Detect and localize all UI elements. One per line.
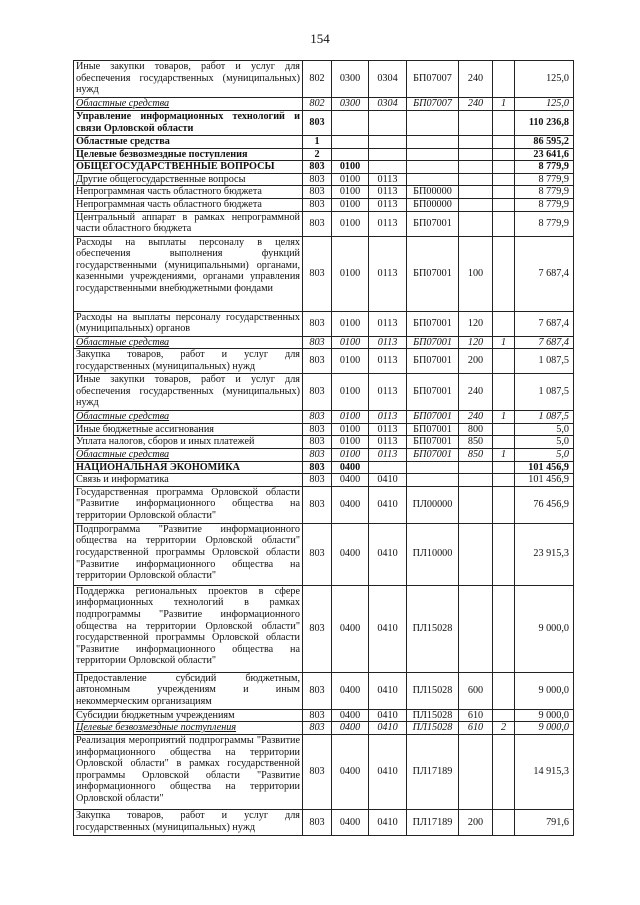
row-section-code: 0400 <box>332 809 369 835</box>
row-funding-source <box>493 709 515 722</box>
row-expense-type <box>459 523 493 585</box>
row-amount: 14 915,3 <box>515 734 574 809</box>
row-subsection-code: 0410 <box>369 585 407 672</box>
row-expense-type <box>459 734 493 809</box>
row-section-code: 0100 <box>332 311 369 336</box>
table-row <box>74 198 574 211</box>
row-amount: 7 687,4 <box>515 236 574 311</box>
row-amount: 1 087,5 <box>515 374 574 411</box>
row-expense-type: 100 <box>459 236 493 311</box>
row-funding-source <box>493 236 515 311</box>
row-amount: 8 779,9 <box>515 186 574 199</box>
row-funding-source <box>493 111 515 136</box>
row-subsection-code <box>369 111 407 136</box>
row-admin-code: 803 <box>303 349 332 374</box>
row-section-code: 0100 <box>332 186 369 199</box>
row-funding-source <box>493 672 515 709</box>
row-expense-type <box>459 461 493 474</box>
row-admin-code: 803 <box>303 461 332 474</box>
row-expense-type: 200 <box>459 349 493 374</box>
row-subsection-code <box>369 148 407 161</box>
row-admin-code: 803 <box>303 374 332 411</box>
row-subsection-code: 0113 <box>369 173 407 186</box>
row-expense-type <box>459 585 493 672</box>
row-expense-type: 200 <box>459 809 493 835</box>
row-name: Целевые безвозмездные поступления <box>74 722 303 735</box>
row-target-article: БП07001 <box>407 423 459 436</box>
row-target-article: БП07001 <box>407 336 459 349</box>
row-amount: 23 641,6 <box>515 148 574 161</box>
row-section-code <box>332 111 369 136</box>
row-subsection-code: 0410 <box>369 722 407 735</box>
row-amount: 8 779,9 <box>515 211 574 236</box>
row-expense-type: 610 <box>459 722 493 735</box>
row-subsection-code: 0410 <box>369 672 407 709</box>
row-admin-code: 803 <box>303 173 332 186</box>
row-subsection-code: 0113 <box>369 423 407 436</box>
table-row <box>74 173 574 186</box>
row-expense-type: 850 <box>459 436 493 449</box>
row-admin-code: 803 <box>303 585 332 672</box>
row-admin-code: 803 <box>303 486 332 523</box>
row-subsection-code: 0113 <box>369 436 407 449</box>
row-section-code: 0100 <box>332 448 369 461</box>
row-name: Непрограммная часть областного бюджета <box>74 186 303 199</box>
row-target-article: БП07001 <box>407 211 459 236</box>
row-admin-code: 803 <box>303 448 332 461</box>
row-section-code: 0300 <box>332 98 369 111</box>
row-section-code: 0400 <box>332 523 369 585</box>
row-funding-source <box>493 311 515 336</box>
row-funding-source: 1 <box>493 98 515 111</box>
row-name: Целевые безвозмездные поступления <box>74 148 303 161</box>
table-row <box>74 436 574 449</box>
row-admin-code: 803 <box>303 336 332 349</box>
row-name: Закупка товаров, работ и услуг для государственных (муниципальных) нужд <box>74 809 303 835</box>
table-row <box>74 374 574 411</box>
row-admin-code: 803 <box>303 722 332 735</box>
row-target-article: ПЛ15028 <box>407 722 459 735</box>
row-funding-source <box>493 423 515 436</box>
row-target-article: ПЛ17189 <box>407 809 459 835</box>
row-section-code: 0400 <box>332 672 369 709</box>
row-target-article <box>407 136 459 149</box>
row-subsection-code: 0113 <box>369 349 407 374</box>
row-section-code: 0100 <box>332 198 369 211</box>
row-name: Связь и информатика <box>74 474 303 487</box>
table-row <box>74 722 574 735</box>
row-funding-source <box>493 436 515 449</box>
row-admin-code: 802 <box>303 61 332 98</box>
row-funding-source <box>493 374 515 411</box>
row-target-article: ПЛ00000 <box>407 486 459 523</box>
row-funding-source <box>493 734 515 809</box>
row-section-code: 0100 <box>332 336 369 349</box>
row-target-article: БП07007 <box>407 98 459 111</box>
table-row <box>74 186 574 199</box>
row-name: Поддержка региональных проектов в сфере информационных технологий в рамках подпрограммы "Развитие информационного общества на территории Орловской области" государственной программы Орловской области "Развитие информационного общества на территории Орловской области" <box>74 585 303 672</box>
table-row <box>74 411 574 424</box>
row-target-article: БП07001 <box>407 448 459 461</box>
table-row <box>74 136 574 149</box>
row-target-article: ПЛ17189 <box>407 734 459 809</box>
row-name: ОБЩЕГОСУДАРСТВЕННЫЕ ВОПРОСЫ <box>74 161 303 174</box>
row-expense-type <box>459 198 493 211</box>
row-section-code: 0100 <box>332 423 369 436</box>
row-section-code: 0100 <box>332 411 369 424</box>
row-expense-type <box>459 186 493 199</box>
table-row <box>74 672 574 709</box>
row-subsection-code: 0113 <box>369 198 407 211</box>
row-amount: 101 456,9 <box>515 474 574 487</box>
row-admin-code: 803 <box>303 186 332 199</box>
row-admin-code: 803 <box>303 411 332 424</box>
row-subsection-code: 0410 <box>369 523 407 585</box>
row-funding-source <box>493 523 515 585</box>
row-section-code: 0100 <box>332 173 369 186</box>
row-section-code: 0400 <box>332 585 369 672</box>
row-target-article: БП07001 <box>407 236 459 311</box>
row-amount: 9 000,0 <box>515 585 574 672</box>
row-admin-code: 803 <box>303 423 332 436</box>
row-expense-type <box>459 474 493 487</box>
row-name: Государственная программа Орловской области "Развитие информационного общества на территории Орловской области" <box>74 486 303 523</box>
row-funding-source <box>493 198 515 211</box>
row-subsection-code: 0410 <box>369 709 407 722</box>
table-row <box>74 585 574 672</box>
row-admin-code: 803 <box>303 672 332 709</box>
row-amount: 125,0 <box>515 61 574 98</box>
table-row <box>74 523 574 585</box>
row-funding-source <box>493 486 515 523</box>
row-subsection-code: 0113 <box>369 448 407 461</box>
row-funding-source: 1 <box>493 336 515 349</box>
row-funding-source <box>493 211 515 236</box>
row-admin-code: 2 <box>303 148 332 161</box>
table-row <box>74 148 574 161</box>
row-subsection-code: 0113 <box>369 236 407 311</box>
row-admin-code: 802 <box>303 98 332 111</box>
row-admin-code: 803 <box>303 474 332 487</box>
row-amount: 1 087,5 <box>515 349 574 374</box>
row-expense-type <box>459 486 493 523</box>
table-row <box>74 809 574 835</box>
row-target-article <box>407 173 459 186</box>
row-section-code: 0100 <box>332 374 369 411</box>
row-expense-type <box>459 161 493 174</box>
row-section-code: 0100 <box>332 161 369 174</box>
row-expense-type: 800 <box>459 423 493 436</box>
row-expense-type <box>459 173 493 186</box>
row-name: Закупка товаров, работ и услуг для государственных (муниципальных) нужд <box>74 349 303 374</box>
table-row <box>74 336 574 349</box>
row-funding-source <box>493 585 515 672</box>
row-name: Управление информационных технологий и связи Орловской области <box>74 111 303 136</box>
row-expense-type <box>459 136 493 149</box>
row-target-article: ПЛ15028 <box>407 672 459 709</box>
row-amount: 125,0 <box>515 98 574 111</box>
row-funding-source <box>493 161 515 174</box>
row-amount: 8 779,9 <box>515 173 574 186</box>
row-admin-code: 803 <box>303 523 332 585</box>
table-row <box>74 734 574 809</box>
row-name: Иные закупки товаров, работ и услуг для обеспечения государственных (муниципальных) нужд <box>74 374 303 411</box>
row-target-article <box>407 111 459 136</box>
row-funding-source <box>493 349 515 374</box>
row-subsection-code: 0113 <box>369 186 407 199</box>
row-subsection-code <box>369 161 407 174</box>
row-name: Расходы на выплаты персоналу государственных (муниципальных) органов <box>74 311 303 336</box>
row-admin-code: 803 <box>303 311 332 336</box>
row-subsection-code: 0304 <box>369 98 407 111</box>
row-target-article <box>407 474 459 487</box>
row-section-code: 0100 <box>332 236 369 311</box>
row-funding-source <box>493 173 515 186</box>
row-amount: 1 087,5 <box>515 411 574 424</box>
row-target-article <box>407 461 459 474</box>
row-funding-source <box>493 148 515 161</box>
row-funding-source <box>493 474 515 487</box>
budget-table <box>73 60 574 836</box>
row-expense-type: 240 <box>459 411 493 424</box>
table-row <box>74 461 574 474</box>
row-name: Иные закупки товаров, работ и услуг для обеспечения государственных (муниципальных) нужд <box>74 61 303 98</box>
row-name: Субсидии бюджетным учреждениям <box>74 709 303 722</box>
row-funding-source <box>493 186 515 199</box>
row-admin-code: 803 <box>303 436 332 449</box>
row-target-article: БП00000 <box>407 198 459 211</box>
row-section-code: 0100 <box>332 211 369 236</box>
table-row <box>74 61 574 98</box>
row-name: Расходы на выплаты персоналу в целях обеспечения выполнения функций государственными (муниципальными) органами, казенными учреждениями, органами управления государственными внебюджетными фондами <box>74 236 303 311</box>
table-row <box>74 448 574 461</box>
row-amount: 23 915,3 <box>515 523 574 585</box>
row-section-code: 0100 <box>332 436 369 449</box>
row-subsection-code: 0304 <box>369 61 407 98</box>
row-target-article: ПЛ10000 <box>407 523 459 585</box>
row-funding-source <box>493 61 515 98</box>
row-name: Областные средства <box>74 136 303 149</box>
page-number: 154 <box>310 31 330 46</box>
row-expense-type <box>459 111 493 136</box>
row-subsection-code <box>369 461 407 474</box>
row-amount: 8 779,9 <box>515 198 574 211</box>
row-subsection-code: 0410 <box>369 486 407 523</box>
table-row <box>74 111 574 136</box>
row-expense-type: 600 <box>459 672 493 709</box>
row-target-article: БП07001 <box>407 436 459 449</box>
row-amount: 5,0 <box>515 436 574 449</box>
row-section-code: 0400 <box>332 722 369 735</box>
row-amount: 110 236,8 <box>515 111 574 136</box>
table-row <box>74 474 574 487</box>
row-subsection-code <box>369 136 407 149</box>
row-expense-type: 610 <box>459 709 493 722</box>
row-section-code: 0100 <box>332 349 369 374</box>
row-admin-code: 803 <box>303 734 332 809</box>
table-row <box>74 311 574 336</box>
row-amount: 101 456,9 <box>515 461 574 474</box>
row-target-article: БП07001 <box>407 374 459 411</box>
row-admin-code: 1 <box>303 136 332 149</box>
table-row <box>74 349 574 374</box>
row-section-code: 0300 <box>332 61 369 98</box>
row-section-code <box>332 148 369 161</box>
row-name: Областные средства <box>74 411 303 424</box>
row-expense-type <box>459 148 493 161</box>
table-row <box>74 709 574 722</box>
row-funding-source <box>493 136 515 149</box>
row-subsection-code: 0410 <box>369 474 407 487</box>
row-target-article: ПЛ15028 <box>407 709 459 722</box>
row-name: Областные средства <box>74 98 303 111</box>
row-name: Центральный аппарат в рамках непрограммной части областного бюджета <box>74 211 303 236</box>
row-name: НАЦИОНАЛЬНАЯ ЭКОНОМИКА <box>74 461 303 474</box>
row-section-code: 0400 <box>332 474 369 487</box>
row-name: Реализация мероприятий подпрограммы "Развитие информационного общества на территории Орловской области" в рамках государственной программы Орловской области "Развитие информационного общества на территории Орловской области" <box>74 734 303 809</box>
row-target-article <box>407 148 459 161</box>
row-amount: 86 595,2 <box>515 136 574 149</box>
row-admin-code: 803 <box>303 111 332 136</box>
row-name: Областные средства <box>74 336 303 349</box>
row-target-article: БП07001 <box>407 311 459 336</box>
row-amount: 791,6 <box>515 809 574 835</box>
row-subsection-code: 0113 <box>369 311 407 336</box>
table-row <box>74 423 574 436</box>
row-name: Иные бюджетные ассигнования <box>74 423 303 436</box>
row-funding-source <box>493 461 515 474</box>
row-amount: 9 000,0 <box>515 672 574 709</box>
row-name: Непрограммная часть областного бюджета <box>74 198 303 211</box>
row-target-article: БП00000 <box>407 186 459 199</box>
table-row <box>74 236 574 311</box>
row-target-article: БП07001 <box>407 411 459 424</box>
row-amount: 76 456,9 <box>515 486 574 523</box>
row-subsection-code: 0113 <box>369 411 407 424</box>
row-amount: 9 000,0 <box>515 709 574 722</box>
row-target-article: БП07007 <box>407 61 459 98</box>
row-expense-type: 120 <box>459 311 493 336</box>
row-section-code <box>332 136 369 149</box>
row-section-code: 0400 <box>332 486 369 523</box>
table-row <box>74 486 574 523</box>
row-admin-code: 803 <box>303 161 332 174</box>
row-amount: 7 687,4 <box>515 336 574 349</box>
row-name: Подпрограмма "Развитие информационного общества на территории Орловской области" государственной программы Орловской области "Развитие информационного общества на территории Орловской области" <box>74 523 303 585</box>
table-row <box>74 98 574 111</box>
row-section-code: 0400 <box>332 734 369 809</box>
row-expense-type: 240 <box>459 98 493 111</box>
budget-table-body <box>74 61 574 836</box>
row-amount: 7 687,4 <box>515 311 574 336</box>
row-funding-source <box>493 809 515 835</box>
row-section-code: 0400 <box>332 461 369 474</box>
row-amount: 5,0 <box>515 448 574 461</box>
row-amount: 5,0 <box>515 423 574 436</box>
row-expense-type: 850 <box>459 448 493 461</box>
row-funding-source: 1 <box>493 448 515 461</box>
row-expense-type: 120 <box>459 336 493 349</box>
row-expense-type: 240 <box>459 374 493 411</box>
row-target-article: БП07001 <box>407 349 459 374</box>
row-target-article <box>407 161 459 174</box>
row-amount: 8 779,9 <box>515 161 574 174</box>
row-funding-source: 2 <box>493 722 515 735</box>
row-section-code: 0400 <box>332 709 369 722</box>
row-name: Предоставление субсидий бюджетным, автономным учреждениям и иным некоммерческим организациям <box>74 672 303 709</box>
row-subsection-code: 0113 <box>369 374 407 411</box>
row-funding-source: 1 <box>493 411 515 424</box>
row-subsection-code: 0410 <box>369 734 407 809</box>
row-admin-code: 803 <box>303 809 332 835</box>
row-amount: 9 000,0 <box>515 722 574 735</box>
row-name: Уплата налогов, сборов и иных платежей <box>74 436 303 449</box>
row-name: Областные средства <box>74 448 303 461</box>
table-row <box>74 161 574 174</box>
row-subsection-code: 0113 <box>369 336 407 349</box>
row-target-article: ПЛ15028 <box>407 585 459 672</box>
row-name: Другие общегосударственные вопросы <box>74 173 303 186</box>
row-expense-type <box>459 211 493 236</box>
table-row <box>74 211 574 236</box>
row-admin-code: 803 <box>303 211 332 236</box>
row-admin-code: 803 <box>303 236 332 311</box>
row-expense-type: 240 <box>459 61 493 98</box>
row-subsection-code: 0113 <box>369 211 407 236</box>
row-admin-code: 803 <box>303 198 332 211</box>
row-admin-code: 803 <box>303 709 332 722</box>
row-subsection-code: 0410 <box>369 809 407 835</box>
